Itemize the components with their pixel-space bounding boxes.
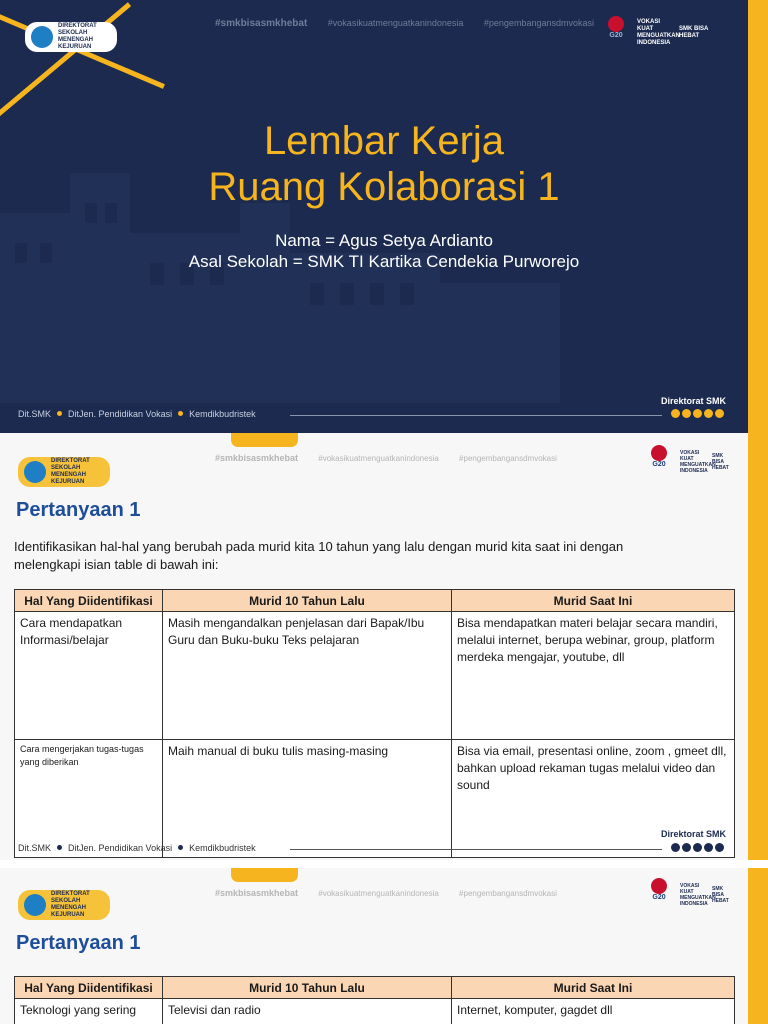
hashtag-row: #smkbisasmkhebat #vokasikuatmenguatkanindonesia #pengembangansdmvokasi bbox=[215, 888, 557, 898]
youtube-icon bbox=[715, 843, 724, 852]
instagram-icon bbox=[693, 409, 702, 418]
tutwuri-emblem-icon bbox=[31, 26, 53, 48]
smk-logo: SMK BISA HEBAT bbox=[679, 26, 709, 39]
table-row: Teknologi yang sering Televisi dan radio Internet, komputer, gagdet dll bbox=[15, 999, 735, 1024]
participant-name: Nama = Agus Setya Ardianto bbox=[275, 231, 493, 250]
hashtag: #vokasikuatmenguatkanindonesia bbox=[327, 18, 464, 28]
cover-identity bbox=[0, 230, 748, 272]
side-stripe bbox=[748, 433, 768, 860]
identification-table bbox=[14, 589, 735, 858]
footer-links: Dit.SMK DitJen. Pendidikan Vokasi Kemdikbudristek bbox=[18, 409, 256, 419]
tutwuri-emblem-icon bbox=[24, 894, 46, 916]
vokasi-logo: VOKASI KUAT MENGUATKAN INDONESIA bbox=[637, 19, 680, 46]
instagram-icon bbox=[693, 843, 702, 852]
partner-logos: G20 VOKASI KUAT MENGUATKAN INDONESIA SMK BISA HEBAT bbox=[646, 445, 736, 479]
cover-title: Lembar Kerja Ruang Kolaborasi 1 bbox=[208, 119, 560, 209]
top-tab bbox=[231, 868, 298, 882]
table-row: Cara mendapatkan Informasi/belajar Masih mengandalkan penjelasan dari Bapak/Ibu Guru dan Buku-buku Teks pelajaran Bisa mendapatkan materi belajar secara mandiri, melalui internet, berupa webinar, group, platform merdeka mengajar, youtube, dll bbox=[15, 612, 735, 740]
youtube-icon bbox=[715, 409, 724, 418]
table-row: Cara mengerjakan tugas-tugas yang diberikan Maih manual di buku tulis masing-masing Bisa via email, presentasi online, zoom , gmeet dll, bahkan upload rekaman tugas melalui video dan sound bbox=[15, 740, 735, 858]
cover-slide bbox=[0, 0, 748, 433]
twitter-icon bbox=[671, 843, 680, 852]
twitter-icon bbox=[671, 409, 680, 418]
question-heading: Pertanyaan 1 bbox=[16, 499, 141, 521]
footer-divider bbox=[290, 849, 662, 850]
logo-line: SEKOLAH MENENGAH bbox=[58, 30, 94, 43]
footer-brand: Direktorat SMK bbox=[661, 829, 727, 839]
side-stripe bbox=[748, 868, 768, 1024]
partner-logos: G20 VOKASI KUAT MENGUATKAN INDONESIA SMK BISA HEBAT bbox=[646, 878, 736, 912]
question-slide bbox=[0, 433, 748, 860]
hashtag-row: #smkbisasmkhebat #vokasikuatmenguatkanindonesia #pengembangansdmvokasi bbox=[215, 453, 557, 463]
tiktok-icon bbox=[682, 843, 691, 852]
footer-divider bbox=[290, 415, 662, 416]
logo-line: KEJURUAN bbox=[58, 44, 92, 50]
facebook-icon bbox=[704, 843, 713, 852]
g20-logo: G20 bbox=[646, 878, 672, 912]
ditsmk-logo bbox=[25, 22, 117, 52]
tutwuri-emblem-icon bbox=[24, 461, 46, 483]
question-slide bbox=[0, 868, 748, 1024]
logo-line: DIREKTORAT bbox=[58, 23, 97, 29]
hashtag-row bbox=[215, 18, 612, 29]
g20-sun-icon bbox=[608, 16, 624, 32]
g20-sun-icon bbox=[651, 878, 667, 894]
side-stripe bbox=[748, 0, 768, 433]
participant-school: Asal Sekolah = SMK TI Kartika Cendekia Purworejo bbox=[188, 252, 580, 271]
social-icons bbox=[671, 409, 724, 418]
g20-logo: G20 bbox=[603, 16, 629, 50]
table-header-row: Hal Yang Diidentifikasi Murid 10 Tahun Lalu Murid Saat Ini bbox=[15, 590, 735, 612]
slide-gap bbox=[0, 860, 768, 868]
ditsmk-logo: DIREKTORAT SEKOLAH MENENGAH KEJURUAN bbox=[18, 890, 110, 920]
ditsmk-logo: DIREKTORAT SEKOLAH MENENGAH KEJURUAN bbox=[18, 457, 110, 487]
question-description: Identifikasikan hal-hal yang berubah pada murid kita 10 tahun yang lalu dengan murid kita saat ini dengan melengkapi isian table di bawah ini: bbox=[14, 539, 624, 572]
top-tab bbox=[231, 433, 298, 447]
hashtag: #smkbisasmkhebat bbox=[215, 18, 308, 29]
social-icons bbox=[671, 843, 724, 852]
tiktok-icon bbox=[682, 409, 691, 418]
question-heading: Pertanyaan 1 bbox=[16, 932, 141, 954]
g20-sun-icon bbox=[651, 445, 667, 461]
table-header-row: Hal Yang Diidentifikasi Murid 10 Tahun Lalu Murid Saat Ini bbox=[15, 977, 735, 999]
hashtag: #pengembangansdmvokasi bbox=[483, 18, 594, 28]
footer-links: Dit.SMK DitJen. Pendidikan Vokasi Kemdikbudristek bbox=[18, 843, 256, 853]
g20-logo: G20 bbox=[646, 445, 672, 479]
footer-brand: Direktorat SMK bbox=[661, 396, 727, 406]
partner-logos bbox=[603, 16, 709, 50]
identification-table bbox=[14, 976, 735, 1024]
facebook-icon bbox=[704, 409, 713, 418]
